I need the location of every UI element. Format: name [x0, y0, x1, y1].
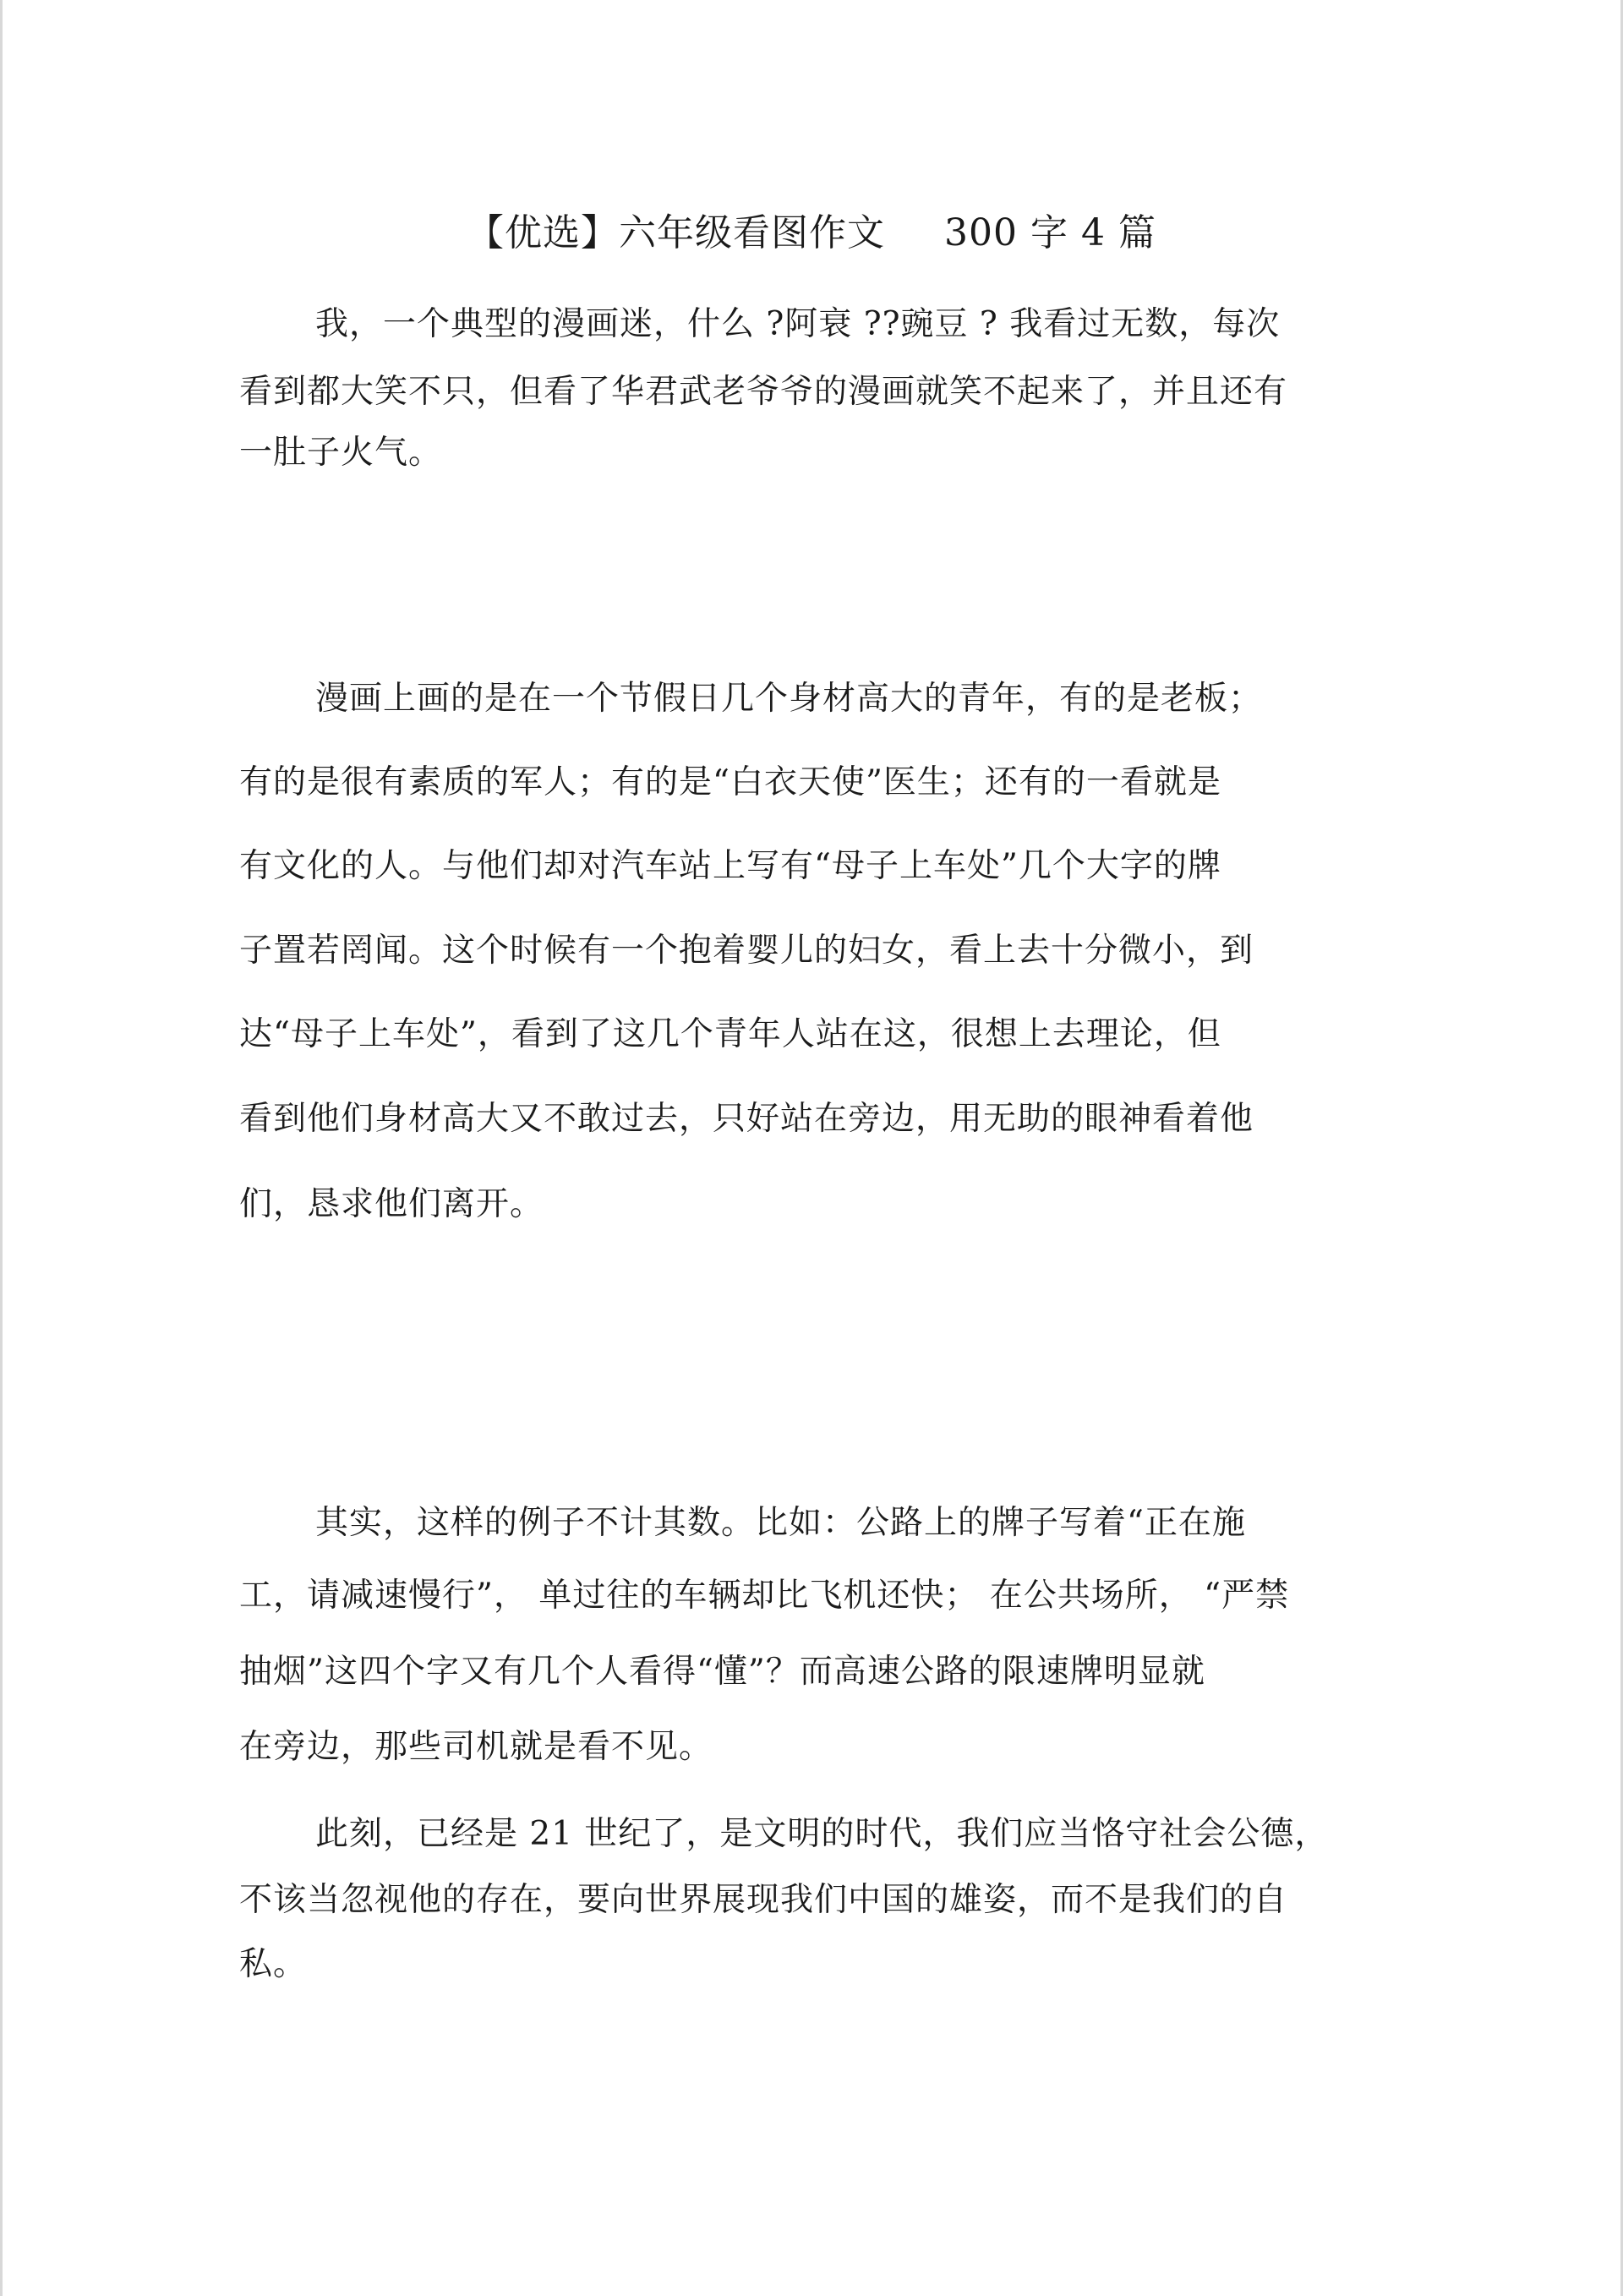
paragraph-1-line-1: 我，一个典型的漫画迷，什么 ?阿衰 ??豌豆 ? 我看过无数，每次 [315, 305, 1281, 343]
document-title [0, 210, 1623, 257]
paragraph-2-line-5: 达“母子上车处”，看到了这几个青年人站在这，很想上去理论，但 [239, 1015, 1221, 1053]
paragraph-4-line-2: 不该当忽视他的存在，要向世界展现我们中国的雄姿，而不是我们的自 [239, 1881, 1288, 1919]
paragraph-1-line-2: 看到都大笑不只，但看了华君武老爷爷的漫画就笑不起来了，并且还有 [239, 373, 1288, 411]
paragraph-2-line-7: 们，恳求他们离开。 [239, 1185, 544, 1223]
paragraph-4-line-3: 私。 [239, 1945, 308, 1983]
paragraph-3-line-3: 抽烟”这四个字又有几个人看得“懂”？而高速公路的限速牌明显就 [239, 1653, 1205, 1691]
paragraph-2-line-6: 看到他们身材高大又不敢过去，只好站在旁边，用无助的眼神看着他 [239, 1100, 1254, 1138]
paragraph-2-line-3: 有文化的人。与他们却对汽车站上写有“母子上车处”几个大字的牌 [239, 847, 1221, 885]
paragraph-2-line-1: 漫画上画的是在一个节假日几个身材高大的青年，有的是老板； [315, 680, 1263, 718]
title-main: 【优选】六年级看图作文 [467, 211, 886, 254]
paragraph-3-line-4: 在旁边，那些司机就是看不见。 [239, 1728, 713, 1766]
paragraph-3-line-1: 其实，这样的例子不计其数。比如：公路上的牌子写着“正在施 [315, 1504, 1246, 1542]
paragraph-4-line-1: 此刻，已经是 21 世纪了，是文明的时代，我们应当恪守社会公德， [315, 1815, 1329, 1853]
paragraph-1-line-3: 一肚子火气。 [239, 434, 443, 472]
paragraph-2-line-4: 子置若罔闻。这个时候有一个抱着婴儿的妇女，看上去十分微小，到 [239, 932, 1254, 970]
paragraph-3-line-2: 工，请减速慢行”， 单过往的车辆却比飞机还快； 在公共场所， “严禁 [239, 1577, 1290, 1615]
title-suffix: 300 字 4 篇 [944, 211, 1156, 254]
paragraph-2-line-2: 有的是很有素质的军人；有的是“白衣天使”医生；还有的一看就是 [239, 763, 1221, 801]
page-left-border [0, 0, 3, 2296]
